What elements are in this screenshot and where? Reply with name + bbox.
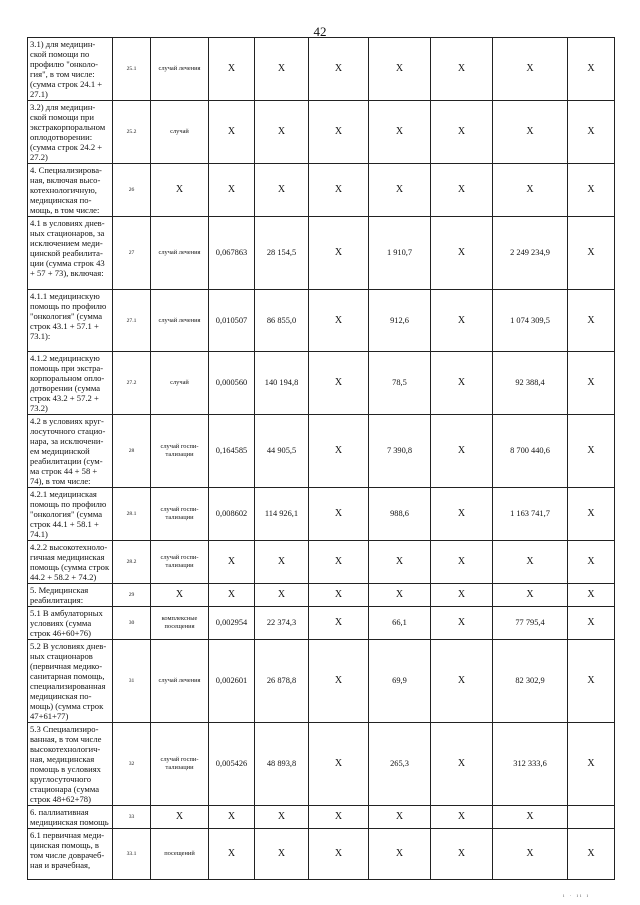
cell-col10: X [568, 38, 615, 101]
cell-rate: 0,002601 [209, 640, 255, 723]
cell-col8: X [431, 38, 493, 101]
cell-col8: X [431, 217, 493, 290]
row-unit: случай госпи-тализации [151, 723, 209, 806]
cell-col10: X [568, 217, 615, 290]
cell-col8: X [431, 101, 493, 164]
row-code: 32 [113, 723, 151, 806]
row-unit: посещений [151, 829, 209, 880]
row-unit: случай [151, 101, 209, 164]
row-code: 28 [113, 415, 151, 488]
row-code: 26 [113, 164, 151, 217]
cell-col6: X [309, 541, 369, 584]
cell-per-capita: X [369, 584, 431, 607]
cell-per-capita: 912,6 [369, 290, 431, 352]
cell-col8: X [431, 352, 493, 415]
table-row [28, 290, 615, 352]
cell-per-capita: X [369, 829, 431, 880]
table-row [28, 607, 615, 640]
cell-rate: X [209, 829, 255, 880]
row-unit: случай госпи-тализации [151, 541, 209, 584]
cell-col6: X [309, 164, 369, 217]
row-code: 33 [113, 806, 151, 829]
cell-cost: 22 374,3 [255, 607, 309, 640]
cell-col8: X [431, 806, 493, 829]
row-name: 4.1.2 медицинскую помощь при экстра-корпоральном опло-дотворении (сумма строк 43.2 + 57.2 + 73.2) [28, 352, 113, 415]
cell-per-capita: 69,9 [369, 640, 431, 723]
row-code: 27 [113, 217, 151, 290]
cell-rate: 0,002954 [209, 607, 255, 640]
cell-cost: 86 855,0 [255, 290, 309, 352]
row-unit: случай госпи-тализации [151, 415, 209, 488]
cell-cost: 140 194,8 [255, 352, 309, 415]
cell-col10: X [568, 488, 615, 541]
cell-col10: X [568, 541, 615, 584]
cell-cost: X [255, 164, 309, 217]
cell-rate: 0,000560 [209, 352, 255, 415]
cell-col8: X [431, 607, 493, 640]
cell-rate: 0,067863 [209, 217, 255, 290]
cell-rate: 0,010507 [209, 290, 255, 352]
table-row [28, 217, 615, 290]
cell-col8: X [431, 723, 493, 806]
cell-cost: X [255, 38, 309, 101]
cell-total: 1 074 309,5 [493, 290, 568, 352]
cell-per-capita: X [369, 164, 431, 217]
cell-total: 77 795,4 [493, 607, 568, 640]
cell-col8: X [431, 290, 493, 352]
table-row [28, 488, 615, 541]
cell-rate: X [209, 101, 255, 164]
cell-col6: X [309, 38, 369, 101]
cell-col6: X [309, 584, 369, 607]
cell-col10: X [568, 290, 615, 352]
cell-per-capita: 7 390,8 [369, 415, 431, 488]
scan-mark: ı · ıı ı [563, 894, 590, 899]
cell-per-capita: 66,1 [369, 607, 431, 640]
cell-col10: X [568, 640, 615, 723]
cell-col10: X [568, 415, 615, 488]
row-unit: случай лечения [151, 38, 209, 101]
cell-per-capita: 265,3 [369, 723, 431, 806]
row-code: 29 [113, 584, 151, 607]
cell-col10: X [568, 584, 615, 607]
cell-col10 [568, 806, 615, 829]
cell-col6: X [309, 806, 369, 829]
row-code: 28.2 [113, 541, 151, 584]
cell-cost: 44 905,5 [255, 415, 309, 488]
row-code: 27.2 [113, 352, 151, 415]
row-name: 4.2 в условиях круг-лосуточного стацио-нара, за исключени-ем медицинской реабилитации (сум-ма строк 44 + 58 + 74), в том числе: [28, 415, 113, 488]
cell-cost: 26 878,8 [255, 640, 309, 723]
cell-cost: 28 154,5 [255, 217, 309, 290]
cell-total: 8 700 440,6 [493, 415, 568, 488]
cell-col8: X [431, 488, 493, 541]
row-name: 5.2 В условиях днев-ных стационаров (первичная медико-санитарная помощь, специализированная медицинская по-мощь) (сумма строк 47+61+77) [28, 640, 113, 723]
cell-per-capita: X [369, 541, 431, 584]
row-code: 31 [113, 640, 151, 723]
cell-col6: X [309, 829, 369, 880]
page-number: 42 [313, 24, 327, 39]
cell-col6: X [309, 352, 369, 415]
row-unit: случай госпи-тализации [151, 488, 209, 541]
cell-total: X [493, 806, 568, 829]
table-row [28, 415, 615, 488]
row-name: 4.1 в условиях днев-ных стационаров, за исключением меди-цинской реабилита-ции (сумма строк 43 + 57 + 73), включая: [28, 217, 113, 290]
row-unit: случай [151, 352, 209, 415]
table-row [28, 164, 615, 217]
cell-col6: X [309, 101, 369, 164]
cell-per-capita: 988,6 [369, 488, 431, 541]
row-code: 27.1 [113, 290, 151, 352]
indicators-table [27, 37, 615, 880]
cell-cost: X [255, 829, 309, 880]
cell-rate: X [209, 806, 255, 829]
cell-rate: 0,005426 [209, 723, 255, 806]
cell-col10: X [568, 352, 615, 415]
row-code: 33.1 [113, 829, 151, 880]
cell-col10: X [568, 101, 615, 164]
row-unit: X [151, 164, 209, 217]
cell-rate: 0,008602 [209, 488, 255, 541]
cell-col6: X [309, 217, 369, 290]
cell-total: 82 302,9 [493, 640, 568, 723]
cell-per-capita: X [369, 806, 431, 829]
cell-rate: 0,164585 [209, 415, 255, 488]
row-name: 6.1 первичная меди-цинская помощь, в том числе доврачеб-ная и врачебная, [28, 829, 113, 880]
cell-rate: X [209, 541, 255, 584]
cell-cost: X [255, 806, 309, 829]
cell-cost: X [255, 541, 309, 584]
row-code: 25.2 [113, 101, 151, 164]
cell-per-capita: 1 910,7 [369, 217, 431, 290]
cell-per-capita: 78,5 [369, 352, 431, 415]
table-row [28, 352, 615, 415]
row-unit: случай лечения [151, 290, 209, 352]
row-name: 4.2.1 медицинская помощь по профилю "онкология" (сумма строк 44.1 + 58.1 + 74.1) [28, 488, 113, 541]
cell-total: X [493, 164, 568, 217]
cell-col8: X [431, 584, 493, 607]
row-name: 5.3 Специализиро-ванная, в том числе высокотехнологич-ная, медицинская помощь в условиях круглосуточного стационара (сумма строк 48+62+78) [28, 723, 113, 806]
table-row [28, 38, 615, 101]
row-name: 5. Медицинская реабилитация: [28, 584, 113, 607]
cell-col8: X [431, 164, 493, 217]
cell-col6: X [309, 723, 369, 806]
cell-total: X [493, 101, 568, 164]
row-name: 4. Специализирова-ная, включая высо-котехнологичную, медицинская по-мощь, в том числе: [28, 164, 113, 217]
row-unit: X [151, 806, 209, 829]
row-unit: случай лечения [151, 640, 209, 723]
cell-col8: X [431, 640, 493, 723]
cell-col6: X [309, 640, 369, 723]
cell-per-capita: X [369, 101, 431, 164]
cell-total: X [493, 38, 568, 101]
cell-col6: X [309, 290, 369, 352]
cell-total: X [493, 541, 568, 584]
cell-col8: X [431, 415, 493, 488]
cell-cost: 48 893,8 [255, 723, 309, 806]
row-unit: случай лечения [151, 217, 209, 290]
table-row [28, 829, 615, 880]
cell-cost: 114 926,1 [255, 488, 309, 541]
row-code: 30 [113, 607, 151, 640]
table-row [28, 584, 615, 607]
cell-col10: X [568, 723, 615, 806]
cell-total: 2 249 234,9 [493, 217, 568, 290]
row-name: 3.1) для медицин-ской помощи по профилю "онколо-гия", в том числе: (сумма строк 24.1 + 27.1) [28, 38, 113, 101]
cell-total: X [493, 584, 568, 607]
table-row [28, 640, 615, 723]
row-code: 25.1 [113, 38, 151, 101]
cell-rate: X [209, 584, 255, 607]
cell-total: 312 333,6 [493, 723, 568, 806]
cell-col6: X [309, 607, 369, 640]
table-row [28, 806, 615, 829]
cell-col6: X [309, 415, 369, 488]
cell-col8: X [431, 829, 493, 880]
cell-total: X [493, 829, 568, 880]
cell-total: 1 163 741,7 [493, 488, 568, 541]
cell-rate: X [209, 38, 255, 101]
table-row [28, 723, 615, 806]
table-row [28, 101, 615, 164]
cell-cost: X [255, 584, 309, 607]
cell-col8: X [431, 541, 493, 584]
row-name: 3.2) для медицин-ской помощи при экстракорпоральном оплодотворении: (сумма строк 24.2 + 27.2) [28, 101, 113, 164]
cell-col10: X [568, 164, 615, 217]
cell-col10: X [568, 829, 615, 880]
cell-total: 92 388,4 [493, 352, 568, 415]
row-code: 28.1 [113, 488, 151, 541]
cell-cost: X [255, 101, 309, 164]
table-row [28, 541, 615, 584]
cell-per-capita: X [369, 38, 431, 101]
cell-col6: X [309, 488, 369, 541]
row-unit: комплексные посещения [151, 607, 209, 640]
row-name: 4.1.1 медицинскую помощь по профилю "онкология" (сумма строк 43.1 + 57.1 + 73.1): [28, 290, 113, 352]
row-unit: X [151, 584, 209, 607]
cell-col10: X [568, 607, 615, 640]
row-name: 6. паллиативная медицинская помощь [28, 806, 113, 829]
row-name: 4.2.2 высокотехноло-гичная медицинская помощь (сумма строк 44.2 + 58.2 + 74.2) [28, 541, 113, 584]
row-name: 5.1 В амбулаторных условиях (сумма строк 46+60+76) [28, 607, 113, 640]
cell-rate: X [209, 164, 255, 217]
